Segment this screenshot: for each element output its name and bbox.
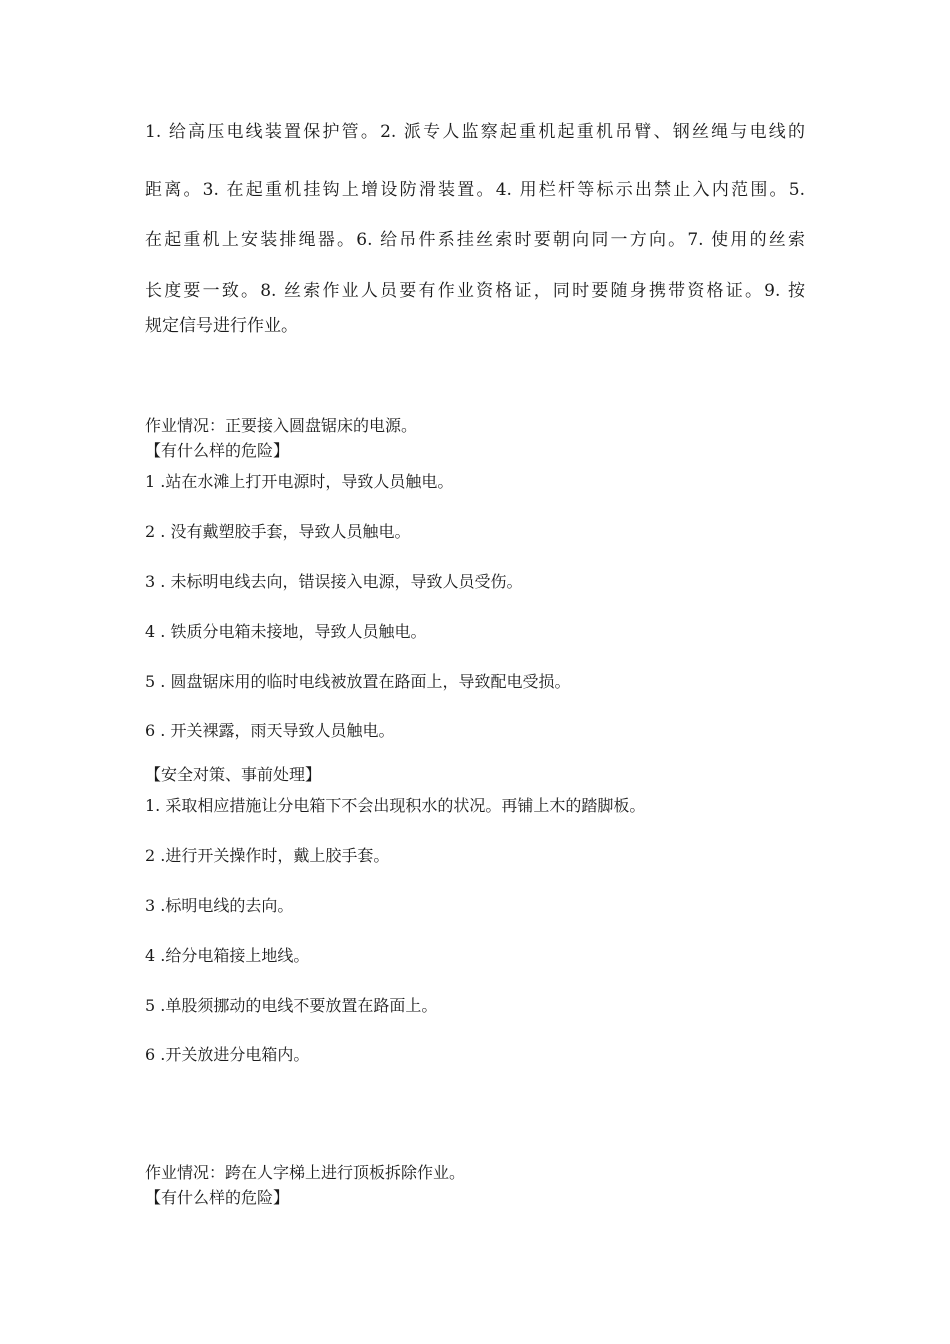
intro-line-1: 1. 给高压电线装置保护管。2. 派专人监察起重机起重机吊臂、钢丝绳与电线的 xyxy=(145,122,805,142)
intro-line-3: 在起重机上安装排绳器。6. 给吊件系挂丝索时要朝向同一方向。7. 使用的丝索 xyxy=(145,230,805,250)
section1-situation: 作业情况：正要接入圆盘锯床的电源。 xyxy=(145,416,418,435)
intro-line-5: 规定信号进行作业。 xyxy=(145,316,298,336)
measure-item-5: 5 .单股须挪动的电线不要放置在路面上。 xyxy=(145,996,438,1015)
measure-item-1: 1. 采取相应措施让分电箱下不会出现积水的状况。再铺上木的踏脚板。 xyxy=(145,796,646,815)
hazard-item-2: 2 . 没有戴塑胶手套，导致人员触电。 xyxy=(145,522,411,541)
section2-situation: 作业情况：跨在人字梯上进行顶板拆除作业。 xyxy=(145,1163,466,1182)
section2-hazard-heading: 【有什么样的危险】 xyxy=(145,1188,290,1207)
measure-item-4: 4 .给分电箱接上地线。 xyxy=(145,946,310,965)
measure-item-3: 3 .标明电线的去向。 xyxy=(145,896,294,915)
intro-line-2: 距离。3. 在起重机挂钩上增设防滑装置。4. 用栏杆等标示出禁止入内范围。5. xyxy=(145,180,805,200)
hazard-item-3: 3 . 未标明电线去向，错误接入电源，导致人员受伤。 xyxy=(145,572,523,591)
hazard-item-1: 1 .站在水滩上打开电源时，导致人员触电。 xyxy=(145,472,454,491)
intro-line-4: 长度要一致。8. 丝索作业人员要有作业资格证，同时要随身携带资格证。9. 按 xyxy=(145,281,805,301)
hazard-item-5: 5 . 圆盘锯床用的临时电线被放置在路面上，导致配电受损。 xyxy=(145,672,571,691)
measure-item-6: 6 .开关放进分电箱内。 xyxy=(145,1045,310,1064)
hazard-item-4: 4 . 铁质分电箱未接地，导致人员触电。 xyxy=(145,622,427,641)
hazard-item-6: 6 . 开关裸露，雨天导致人员触电。 xyxy=(145,721,395,740)
section1-hazard-heading: 【有什么样的危险】 xyxy=(145,441,290,460)
section1-measures-heading: 【安全对策、事前处理】 xyxy=(145,765,322,784)
measure-item-2: 2 .进行开关操作时，戴上胶手套。 xyxy=(145,846,390,865)
